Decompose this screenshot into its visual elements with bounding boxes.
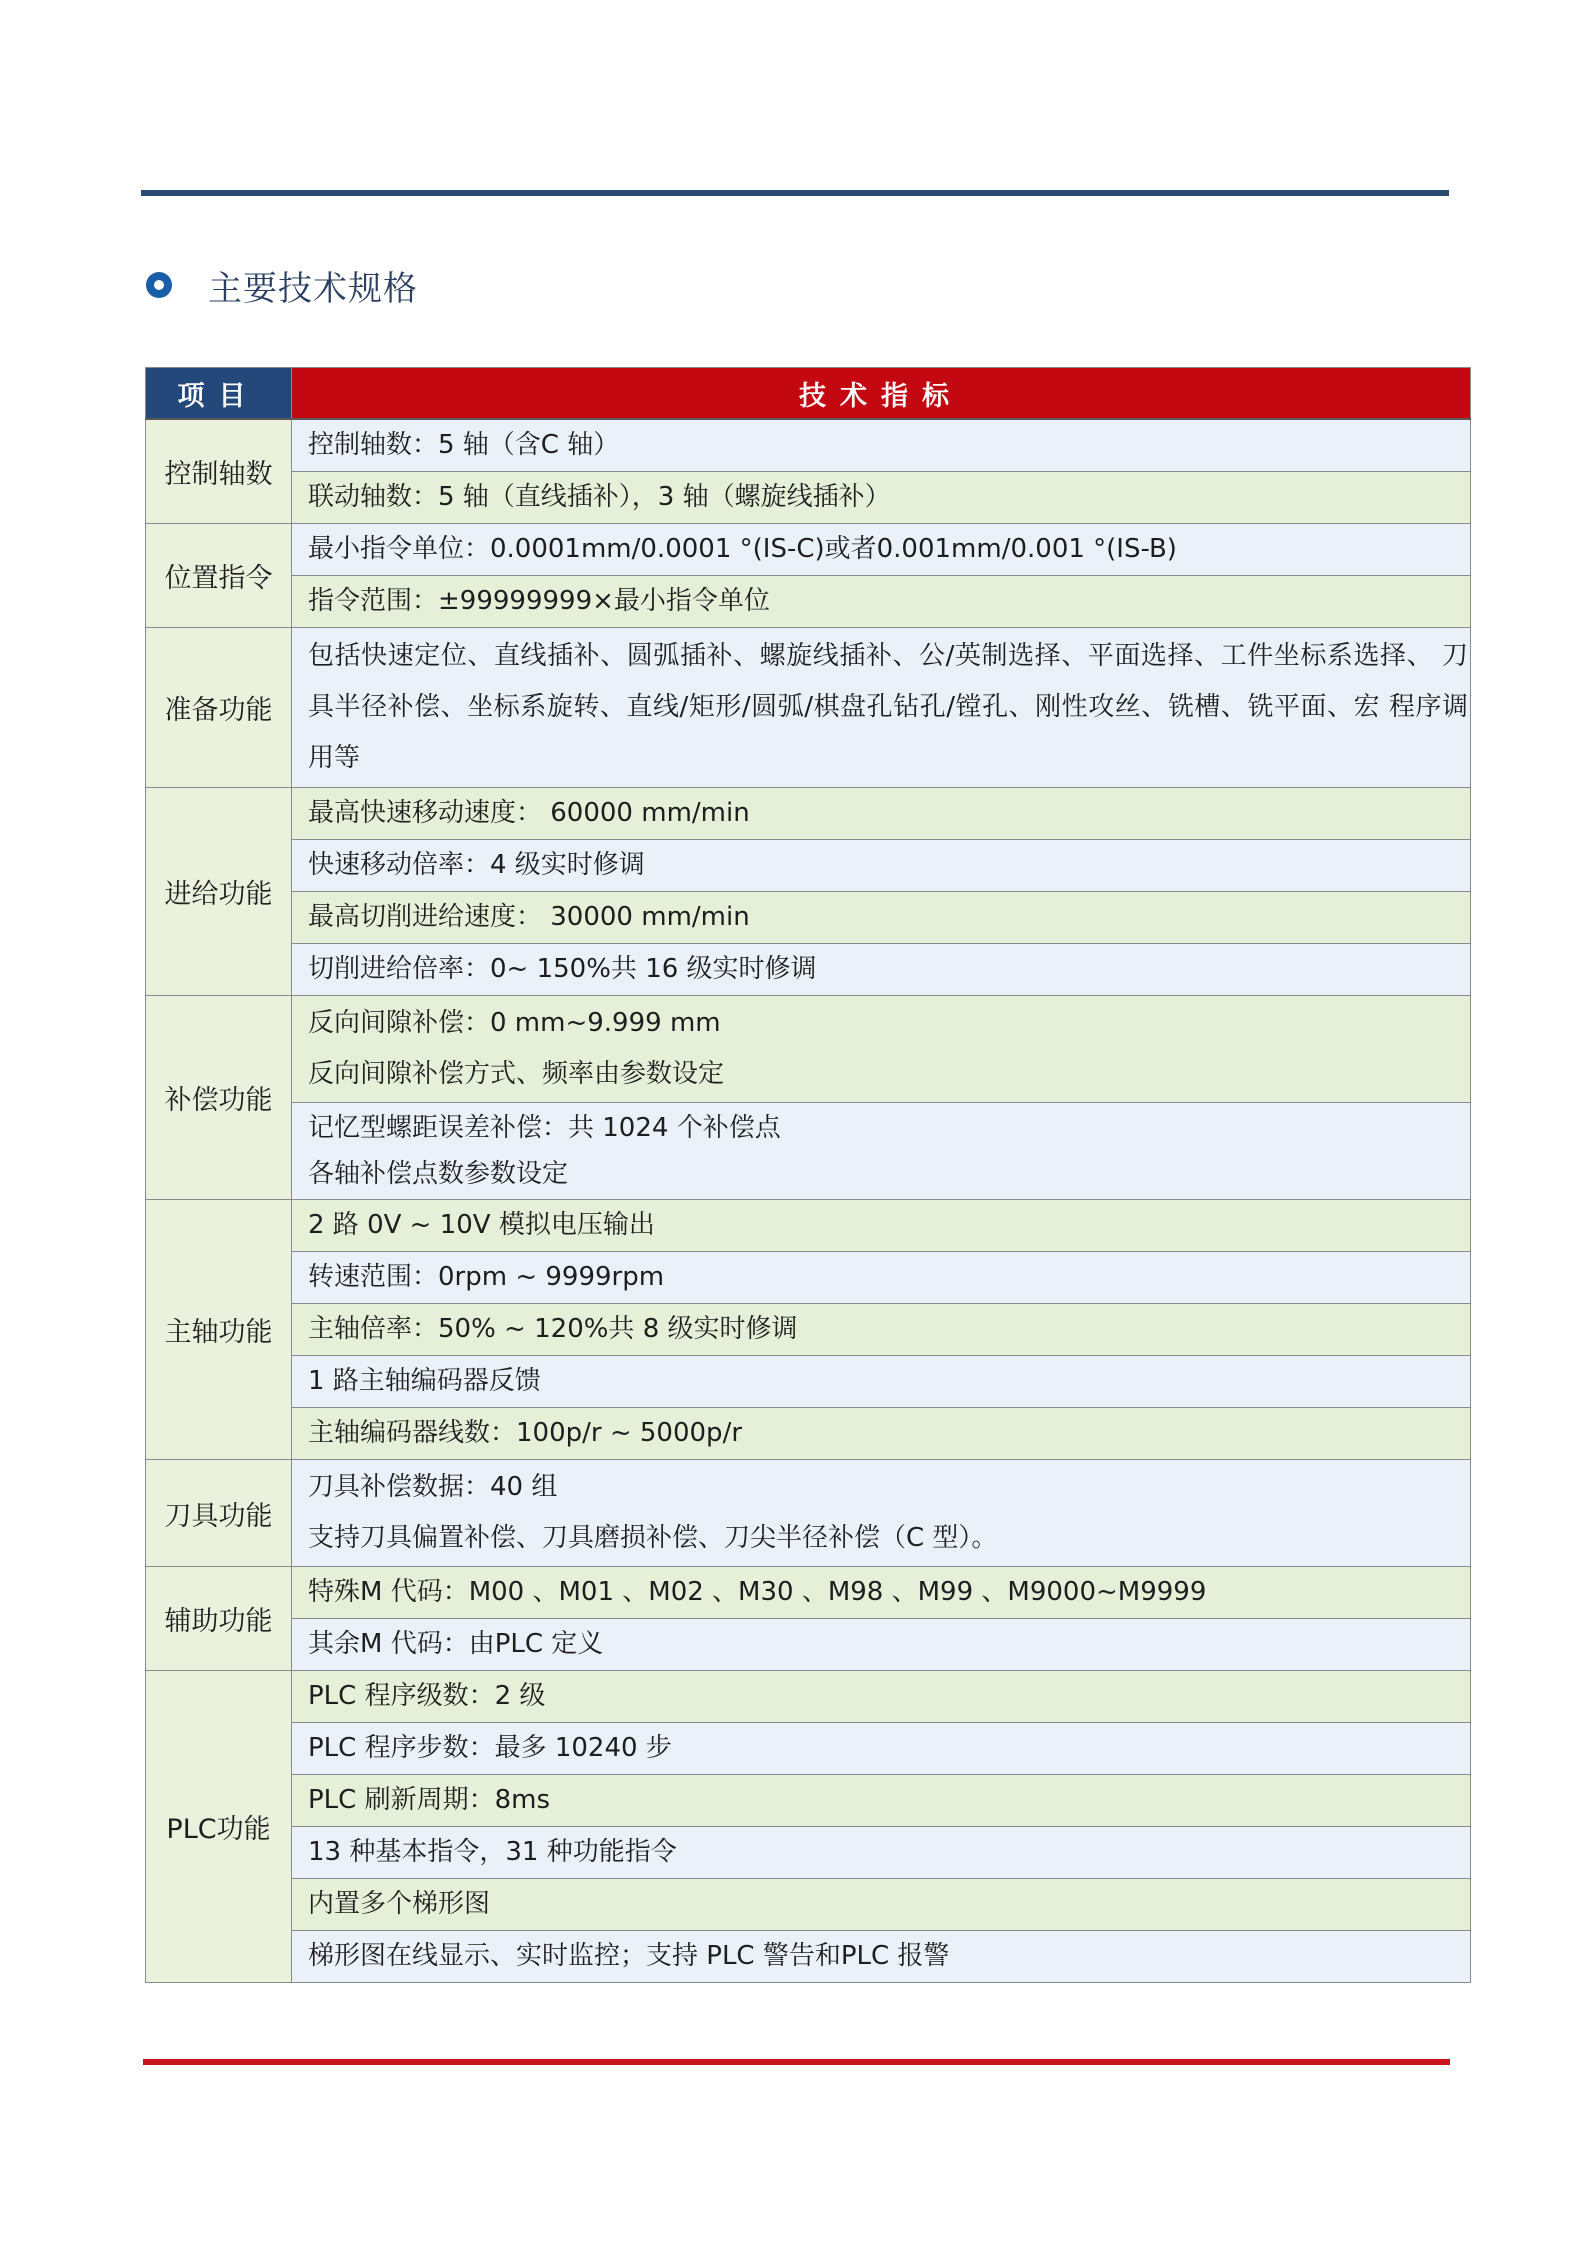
spec-cell (292, 1103, 1471, 1200)
spec-cell: PLC 程序步数：最多 10240 步 (292, 1723, 1471, 1775)
category-tool: 刀具功能 (146, 1460, 292, 1567)
spec-cell: 最高切削进给速度： 30000 mm/min (292, 892, 1471, 944)
spec-line: 支持刀具偏置补偿、刀具磨损补偿、刀尖半径补偿（C 型）。 (308, 1523, 998, 1553)
spec-cell: 梯形图在线显示、实时监控；支持 PLC 警告和PLC 报警 (292, 1931, 1471, 1983)
table-row (146, 1103, 1471, 1200)
table-row (146, 1775, 1471, 1827)
table-row (146, 788, 1471, 840)
spec-line: 反向间隙补偿：0 mm~9.999 mm (308, 1008, 721, 1038)
table-header-row (146, 368, 1471, 420)
circle-bullet-icon (146, 272, 172, 298)
table-row (146, 419, 1471, 472)
spec-cell: 包括快速定位、直线插补、圆弧插补、螺旋线插补、公/英制选择、平面选择、工件坐标系选择、 刀具半径补偿、坐标系旋转、直线/矩形/圆弧/棋盘孔钻孔/镗孔、刚性攻丝、铣槽、铣平面、宏 程序调用等 (292, 628, 1471, 788)
spec-cell: 最小指令单位：0.0001mm/0.0001 °(IS-C)或者0.001mm/0.001 °(IS-B) (292, 524, 1471, 576)
spec-cell: PLC 程序级数：2 级 (292, 1671, 1471, 1723)
spec-cell: 1 路主轴编码器反馈 (292, 1356, 1471, 1408)
table-row (146, 1879, 1471, 1931)
table-row (146, 892, 1471, 944)
bottom-divider (143, 2059, 1450, 2065)
table-row (146, 840, 1471, 892)
spec-cell: 转速范围：0rpm ~ 9999rpm (292, 1252, 1471, 1304)
spec-cell: 特殊M 代码：M00 、M01 、M02 、M30 、M98 、M99 、M9000~M9999 (292, 1567, 1471, 1619)
table-row (146, 1304, 1471, 1356)
table-row (146, 472, 1471, 524)
table-row (146, 1671, 1471, 1723)
category-plc: PLC功能 (146, 1671, 292, 1983)
spec-table (145, 367, 1471, 1983)
top-divider (141, 190, 1449, 196)
table-row (146, 628, 1471, 788)
spec-cell: 最高快速移动速度： 60000 mm/min (292, 788, 1471, 840)
category-preparatory: 准备功能 (146, 628, 292, 788)
category-auxiliary: 辅助功能 (146, 1567, 292, 1671)
header-item: 项目 (146, 368, 292, 420)
header-spec: 技术指标 (292, 368, 1471, 420)
spec-cell: PLC 刷新周期：8ms (292, 1775, 1471, 1827)
spec-cell: 控制轴数：5 轴（含C 轴） (292, 419, 1471, 472)
spec-cell: 内置多个梯形图 (292, 1879, 1471, 1931)
table-row (146, 1931, 1471, 1983)
table-row (146, 1460, 1471, 1567)
table-row (146, 1827, 1471, 1879)
spec-line: 反向间隙补偿方式、频率由参数设定 (308, 1059, 725, 1089)
table-row (146, 1356, 1471, 1408)
spec-cell: 联动轴数：5 轴（直线插补），3 轴（螺旋线插补） (292, 472, 1471, 524)
table-row (146, 1619, 1471, 1671)
table-row (146, 944, 1471, 996)
category-feed: 进给功能 (146, 788, 292, 996)
spec-cell (292, 1460, 1471, 1567)
section-heading (146, 255, 418, 315)
spec-cell: 13 种基本指令，31 种功能指令 (292, 1827, 1471, 1879)
spec-cell: 主轴倍率：50% ~ 120%共 8 级实时修调 (292, 1304, 1471, 1356)
spec-cell: 2 路 0V ~ 10V 模拟电压输出 (292, 1200, 1471, 1252)
table-row (146, 1408, 1471, 1460)
spec-cell: 主轴编码器线数：100p/r ~ 5000p/r (292, 1408, 1471, 1460)
table-row (146, 996, 1471, 1103)
spec-cell: 切削进给倍率：0~ 150%共 16 级实时修调 (292, 944, 1471, 996)
category-spindle: 主轴功能 (146, 1200, 292, 1460)
category-position: 位置指令 (146, 524, 292, 628)
table-row (146, 1252, 1471, 1304)
spec-line: 记忆型螺距误差补偿：共 1024 个补偿点 (308, 1113, 781, 1143)
table-row (146, 1723, 1471, 1775)
spec-cell (292, 996, 1471, 1103)
spec-line: 刀具补偿数据：40 组 (308, 1472, 558, 1502)
table-row (146, 524, 1471, 576)
spec-cell: 指令范围：±99999999×最小指令单位 (292, 576, 1471, 628)
category-compensation: 补偿功能 (146, 996, 292, 1200)
spec-cell: 快速移动倍率：4 级实时修调 (292, 840, 1471, 892)
section-title: 主要技术规格 (208, 268, 418, 309)
spec-cell: 其余M 代码：由PLC 定义 (292, 1619, 1471, 1671)
spec-line: 各轴补偿点数参数设定 (308, 1159, 569, 1189)
table-row (146, 576, 1471, 628)
table-row (146, 1567, 1471, 1619)
table-row (146, 1200, 1471, 1252)
category-axes: 控制轴数 (146, 419, 292, 524)
